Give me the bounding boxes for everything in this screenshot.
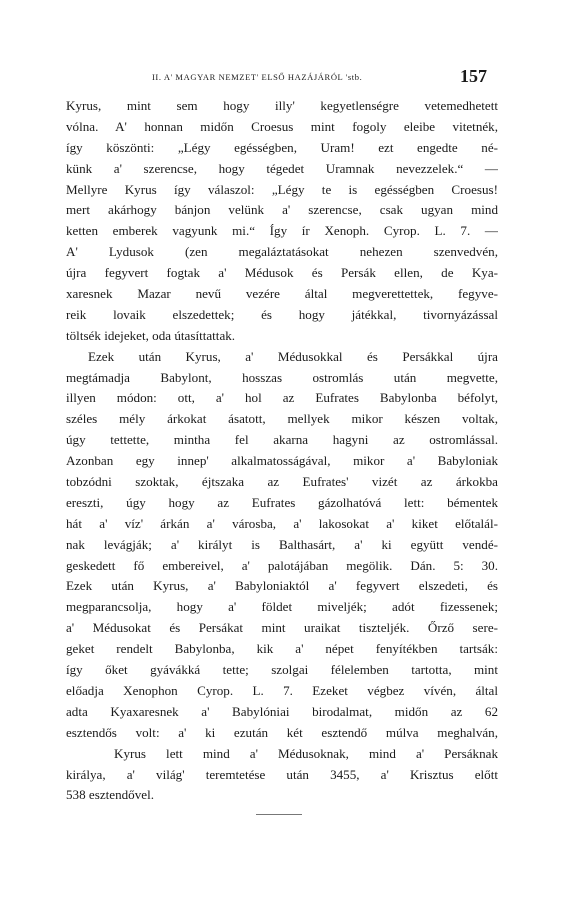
end-rule (256, 814, 302, 815)
text-line: mert akárhogy bánjon velünk a' szerencse, csak ugyan mind (66, 202, 498, 218)
text-line: 538 esztendővel. (66, 787, 154, 803)
text-line: künk a' szerencse, hogy tégedet Uramnak nevezzelek.“ — (66, 160, 498, 176)
text-line: hát a' víz' árkán a' városba, a' lakosokat a' kiket előtalál- (66, 515, 498, 531)
text-line: töltsék idejeket, oda útasíttattak. (66, 327, 236, 343)
page-number: 157 (460, 66, 487, 86)
text-line: Ezek után Kyrus, a' Médusokkal és Persákkal újra (88, 348, 498, 364)
text-line: megtámadja Babylont, hosszas ostromlás után megvette, (66, 369, 498, 385)
text-line: úgy tettette, mintha fel akarna hagyni az ostromlással. (66, 432, 498, 448)
text-line: széles mély árkokat ásatott, mellyek mikor készen voltak, (66, 411, 498, 427)
text-line: megparancsolja, hogy a' földet miveljék; adót fizessenek; (66, 599, 498, 615)
text-line: Ezek után Kyrus, a' Babyloniaktól a' fegyvert elszedeti, és (66, 578, 498, 594)
text-line: Mellyre Kyrus így válaszol: „Légy te is egésségben Croesus! (66, 181, 498, 197)
text-line: a' Médusokat és Persákat mint uraikat tiszteljék. Őrző sere- (66, 620, 498, 636)
text-line: így őket gyávákká tette; szolgai félelemben tartotta, mint (66, 662, 498, 678)
text-line: vólna. A' honnan midőn Croesus mint fogoly eleibe vitetnék, (66, 118, 498, 134)
text-line: előadja Xenophon Cyrop. L. 7. Ezeket végbez vívén, által (66, 682, 498, 698)
page-header (92, 68, 487, 88)
text-line: adta Kyaxaresnek a' Babylóniai birodalmat, midőn az 62 (66, 703, 498, 719)
text-line: A' Lydusok (zen megaláztatásokat nehezen szenvedvén, (66, 244, 498, 260)
text-line: ketten emberek vagyunk mi.“ Így ír Xenoph. Cyrop. L. 7. — (66, 223, 498, 239)
text-line: ereszti, úgy hogy az Eufrates gázolhatóvá lett: bémentek (66, 494, 498, 510)
text-line: reik lovaik elszedettek; és hogy játékkal, tivornyázással (66, 306, 498, 322)
text-line: geket rendelt Babylonba, kik a' népet fenyítékben tartsák: (66, 641, 498, 657)
text-line: újra fegyvert fogtak a' Médusok és Persák ellen, de Kya- (66, 265, 498, 281)
text-line: nak levágják; a' királyt is Balthasárt, a' ki együtt vendé- (66, 536, 498, 552)
body-text (66, 96, 498, 806)
text-line: Kyrus, mint sem hogy illy' kegyetlenségre vetemedhetett (66, 98, 498, 113)
text-line: geskedett fő embereivel, a' palotájában megölik. Dán. 5: 30. (66, 557, 498, 573)
text-line: tobzódni szoktak, éjtszaka az Eufrates' vizét az árkokba (66, 474, 498, 490)
running-title: II. A' MAGYAR NEMZET' ELSŐ HAZÁJÁRÓL 'stb. (152, 72, 363, 82)
text-line: illyen módon: ott, a' hol az Eufrates Babylonba béfolyt, (66, 390, 498, 406)
text-line: Azonban egy innep' alkalmatosságával, mikor a' Babyloniak (66, 453, 498, 469)
text-line: esztendős volt: a' ki ezután két esztendő múlva meghalván, (66, 724, 498, 740)
text-line: így köszönti: „Légy egésségben, Uram! ezt engedte né- (66, 139, 498, 155)
text-line: királya, a' világ' teremtetése után 3455, a' Krisztus előtt (66, 766, 498, 782)
text-line: Kyrus lett mind a' Médusoknak, mind a' Persáknak (114, 745, 498, 761)
text-line: xaresnek Mazar nevű vezére által megverettettek, fegyve- (66, 286, 498, 302)
